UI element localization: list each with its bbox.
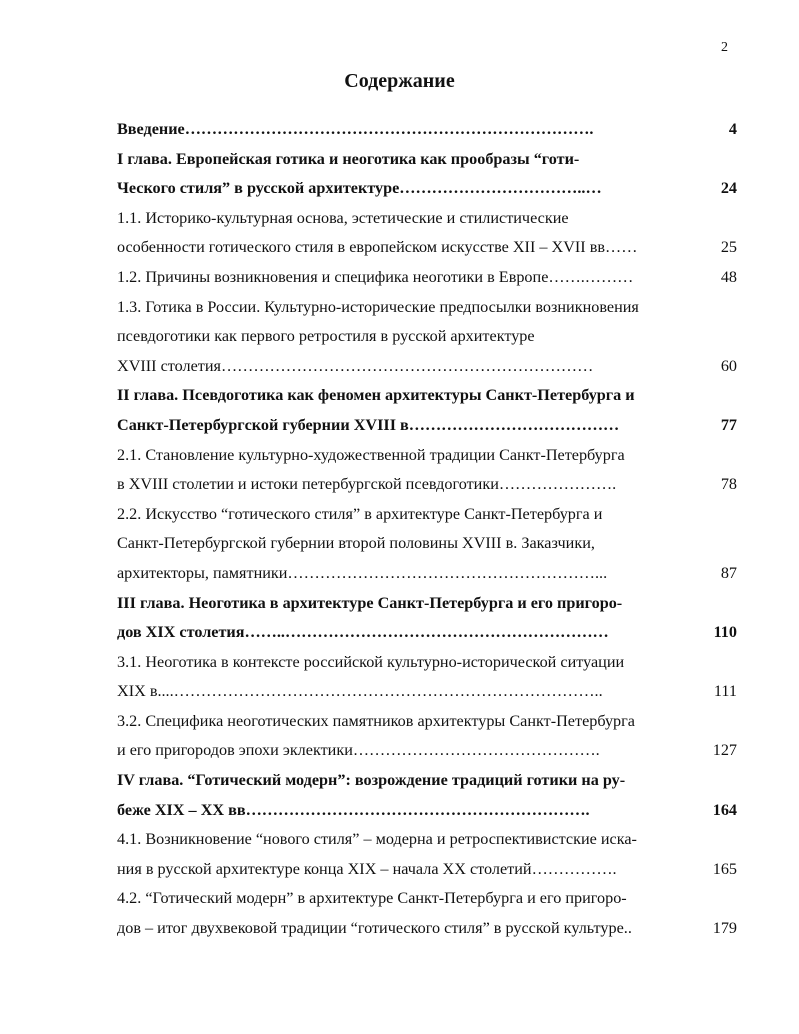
toc-entry-page: 48 xyxy=(720,267,737,286)
toc-line xyxy=(117,884,737,914)
toc-line xyxy=(117,145,737,175)
toc-line xyxy=(117,233,737,263)
toc-line xyxy=(117,174,737,204)
toc-line xyxy=(117,825,737,855)
toc-line xyxy=(117,263,737,293)
toc-entry-text: 3.1. Неоготика в контексте российской культурно-исторической ситуации xyxy=(117,652,625,671)
toc-entry-text: III глава. Неоготика в архитектуре Санкт-Петербурга и его пригоро- xyxy=(117,593,623,612)
toc-line xyxy=(117,618,737,648)
toc-entry-page: 179 xyxy=(712,919,737,938)
toc-entry-text: II глава. Псевдоготика как феномен архитектуры Санкт-Петербурга и xyxy=(117,386,635,405)
toc-entry-text: особенности готического стиля в европейском искусстве XII – XVII вв…… xyxy=(117,238,638,257)
toc-line xyxy=(117,796,737,826)
toc-line xyxy=(117,855,737,885)
toc-line xyxy=(117,648,737,678)
toc-entry-text: псевдоготики как первого ретростиля в русской архитектуре xyxy=(117,327,535,346)
toc-entry-text: IV глава. “Готический модерн”: возрождение традиций готики на ру- xyxy=(117,771,626,790)
toc-entry-text: дов – итог двухвековой традиции “готического стиля” в русской культуре.. xyxy=(117,919,632,938)
toc-entry-page: 78 xyxy=(720,475,737,494)
toc-entry-text: 1.1. Историко-культурная основа, эстетические и стилистические xyxy=(117,208,569,227)
toc-line xyxy=(117,115,737,145)
toc-entry-page: 4 xyxy=(728,120,737,138)
toc-line xyxy=(117,736,737,766)
toc-entry-text: в XVIII столетии и истоки петербургской псевдоготики…………………. xyxy=(117,475,617,494)
toc-line xyxy=(117,707,737,737)
toc-line xyxy=(117,500,737,530)
toc-entry-page: 164 xyxy=(712,800,737,819)
toc-entry-text: 1.2. Причины возникновения и специфика неоготики в Европе…….……… xyxy=(117,267,634,286)
toc-line xyxy=(117,470,737,500)
toc-entry-text: Санкт-Петербургской губернии второй половины XVIII в. Заказчики, xyxy=(117,534,595,553)
toc-entry-text: и его пригородов эпохи эклектики………………………………………. xyxy=(117,741,600,760)
table-of-contents xyxy=(117,115,737,944)
toc-line xyxy=(117,293,737,323)
toc-entry-page: 87 xyxy=(720,563,737,582)
toc-entry-text: 4.2. “Готический модерн” в архитектуре Санкт-Петербурга и его пригоро- xyxy=(117,889,627,908)
toc-entry-page: 25 xyxy=(720,238,737,257)
toc-entry-text: Введение…………………………………………………………………. xyxy=(117,120,594,138)
toc-line xyxy=(117,766,737,796)
toc-entry-page: 110 xyxy=(713,623,737,642)
toc-entry-text: архитекторы, памятники…………………………………………………... xyxy=(117,563,608,582)
toc-entry-page: 165 xyxy=(712,859,737,878)
toc-line xyxy=(117,322,737,352)
toc-entry-text: XVIII столетия…………………………………………………………… xyxy=(117,356,594,375)
page-number: 2 xyxy=(721,40,728,55)
toc-entry-page: 111 xyxy=(713,682,737,701)
toc-line xyxy=(117,204,737,234)
toc-line xyxy=(117,529,737,559)
toc-line xyxy=(117,914,737,944)
page-title: Содержание xyxy=(344,70,455,92)
toc-line xyxy=(117,411,737,441)
toc-entry-text: беже XIX – XX вв………………………………………………………. xyxy=(117,800,590,819)
toc-line xyxy=(117,589,737,619)
toc-entry-page: 24 xyxy=(720,179,737,198)
toc-entry-text: I глава. Европейская готика и неоготика как прообразы “готи- xyxy=(117,149,580,168)
toc-entry-text: ния в русской архитектуре конца XIX – начала XX столетий……………. xyxy=(117,859,617,878)
toc-entry-text: 3.2. Специфика неоготических памятников архитектуры Санкт-Петербурга xyxy=(117,711,635,730)
toc-line xyxy=(117,559,737,589)
toc-entry-text: Санкт-Петербургской губернии XVIII в………………………………… xyxy=(117,415,620,434)
toc-line xyxy=(117,352,737,382)
toc-line xyxy=(117,677,737,707)
toc-entry-text: Ческого стиля” в русской архитектуре……………………………..… xyxy=(117,179,602,198)
toc-line xyxy=(117,441,737,471)
toc-entry-text: XIX в....…………………………………………………………………….. xyxy=(117,682,603,701)
toc-entry-page: 77 xyxy=(720,415,737,434)
toc-entry-text: 1.3. Готика в России. Культурно-исторические предпосылки возникновения xyxy=(117,297,639,316)
toc-entry-text: 2.1. Становление культурно-художественной традиции Санкт-Петербурга xyxy=(117,445,625,464)
toc-entry-page: 127 xyxy=(712,741,737,760)
toc-entry-text: 2.2. Искусство “готического стиля” в архитектуре Санкт-Петербурга и xyxy=(117,504,603,523)
toc-entry-text: дов XIX столетия……..…………………………………………………… xyxy=(117,623,609,642)
toc-entry-page: 60 xyxy=(720,356,737,375)
toc-line xyxy=(117,381,737,411)
toc-entry-text: 4.1. Возникновение “нового стиля” – модерна и ретроспективистские иска- xyxy=(117,830,637,849)
